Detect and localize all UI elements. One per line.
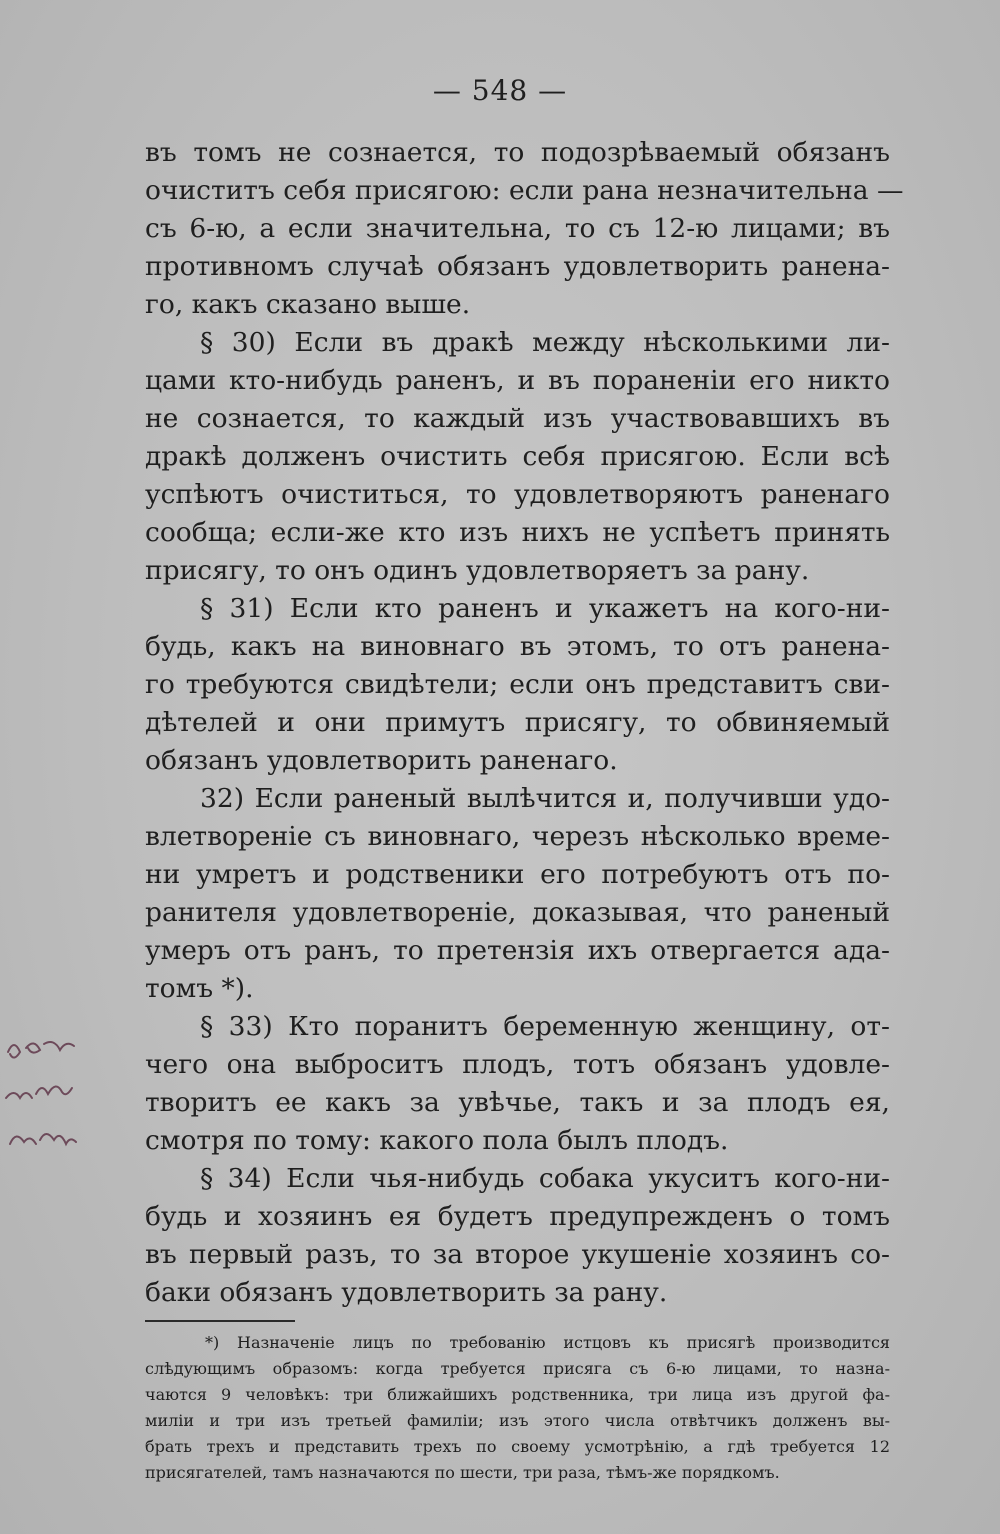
body-line: 32) Если раненый вылѣчится и, получивши удо- xyxy=(200,783,890,814)
footnote-line: *) Назначеніе лицъ по требованію истцовъ къ присягѣ производится xyxy=(205,1333,890,1352)
body-line: обязанъ удовлетворить раненаго. xyxy=(145,745,618,776)
body-line: чего она выброситъ плодъ, тотъ обязанъ удовле- xyxy=(145,1049,890,1080)
body-line: будь и хозяинъ ея будетъ предупрежденъ о томъ xyxy=(145,1201,890,1232)
footnote-line: чаются 9 человѣкъ: три ближайшихъ родственника, три лица изъ другой фа- xyxy=(145,1385,890,1404)
body-line: успѣютъ очиститься, то удовлетворяютъ раненаго xyxy=(145,479,890,510)
page-number: — 548 — xyxy=(432,74,568,107)
footnote-line: миліи и три изъ третьей фамиліи; изъ этого числа отвѣтчикъ долженъ вы- xyxy=(145,1411,890,1430)
body-line: смотря по тому: какого пола былъ плодъ. xyxy=(145,1125,729,1156)
body-line: противномъ случаѣ обязанъ удовлетворить ранена- xyxy=(145,251,890,282)
body-line: § 30) Если въ дракѣ между нѣсколькими ли- xyxy=(200,327,890,358)
body-line: сообща; если-же кто изъ нихъ не успѣетъ принять xyxy=(145,517,890,548)
body-line: § 31) Если кто раненъ и укажетъ на кого-ни- xyxy=(200,593,890,624)
footnote-line: брать трехъ и представить трехъ по своему усмотрѣнію, а гдѣ требуется 12 xyxy=(145,1437,890,1456)
body-line: § 33) Кто поранитъ беременную женщину, от- xyxy=(200,1011,890,1042)
body-line: очиститъ себя присягою: если рана незначительна — xyxy=(145,175,904,206)
body-line: цами кто-нибудь раненъ, и въ пораненіи его никто xyxy=(145,365,890,396)
handwritten-margin-notes xyxy=(0,1030,120,1180)
body-line: творитъ ее какъ за увѣчье, такъ и за плодъ ея, xyxy=(145,1087,890,1118)
body-line: дѣтелей и они примутъ присягу, то обвиняемый xyxy=(145,707,890,738)
body-line: томъ *). xyxy=(145,973,254,1004)
body-line: го, какъ сказано выше. xyxy=(145,289,471,320)
body-line: влетвореніе съ виновнаго, черезъ нѣсколько време- xyxy=(145,821,890,852)
body-line: дракѣ долженъ очистить себя присягою. Если всѣ xyxy=(145,441,890,472)
body-line: ранителя удовлетвореніе, доказывая, что раненый xyxy=(145,897,890,928)
body-line: го требуются свидѣтели; если онъ представитъ сви- xyxy=(145,669,890,700)
body-line: не сознается, то каждый изъ участвовавшихъ въ xyxy=(145,403,890,434)
body-line: ни умретъ и родственики его потребуютъ отъ по- xyxy=(145,859,890,890)
body-line: въ томъ не сознается, то подозрѣваемый обязанъ xyxy=(145,137,890,168)
body-line: будь, какъ на виновнаго въ этомъ, то отъ ранена- xyxy=(145,631,890,662)
footnote-line: слѣдующимъ образомъ: когда требуется присяга съ 6-ю лицами, то назна- xyxy=(145,1359,890,1378)
footnote-separator xyxy=(145,1320,295,1322)
body-line: съ 6-ю, а если значительна, то съ 12-ю лицами; въ xyxy=(145,213,890,244)
body-line: въ первый разъ, то за второе укушеніе хозяинъ со- xyxy=(145,1239,890,1270)
body-line: баки обязанъ удовлетворить за рану. xyxy=(145,1277,668,1308)
body-line: умеръ отъ ранъ, то претензія ихъ отвергается ада- xyxy=(145,935,890,966)
footnote-line: присягателей, тамъ назначаются по шести, три раза, тѣмъ-же порядкомъ. xyxy=(145,1463,780,1482)
body-line: присягу, то онъ одинъ удовлетворяетъ за рану. xyxy=(145,555,810,586)
body-line: § 34) Если чья-нибудь собака укуситъ кого-ни- xyxy=(200,1163,890,1194)
